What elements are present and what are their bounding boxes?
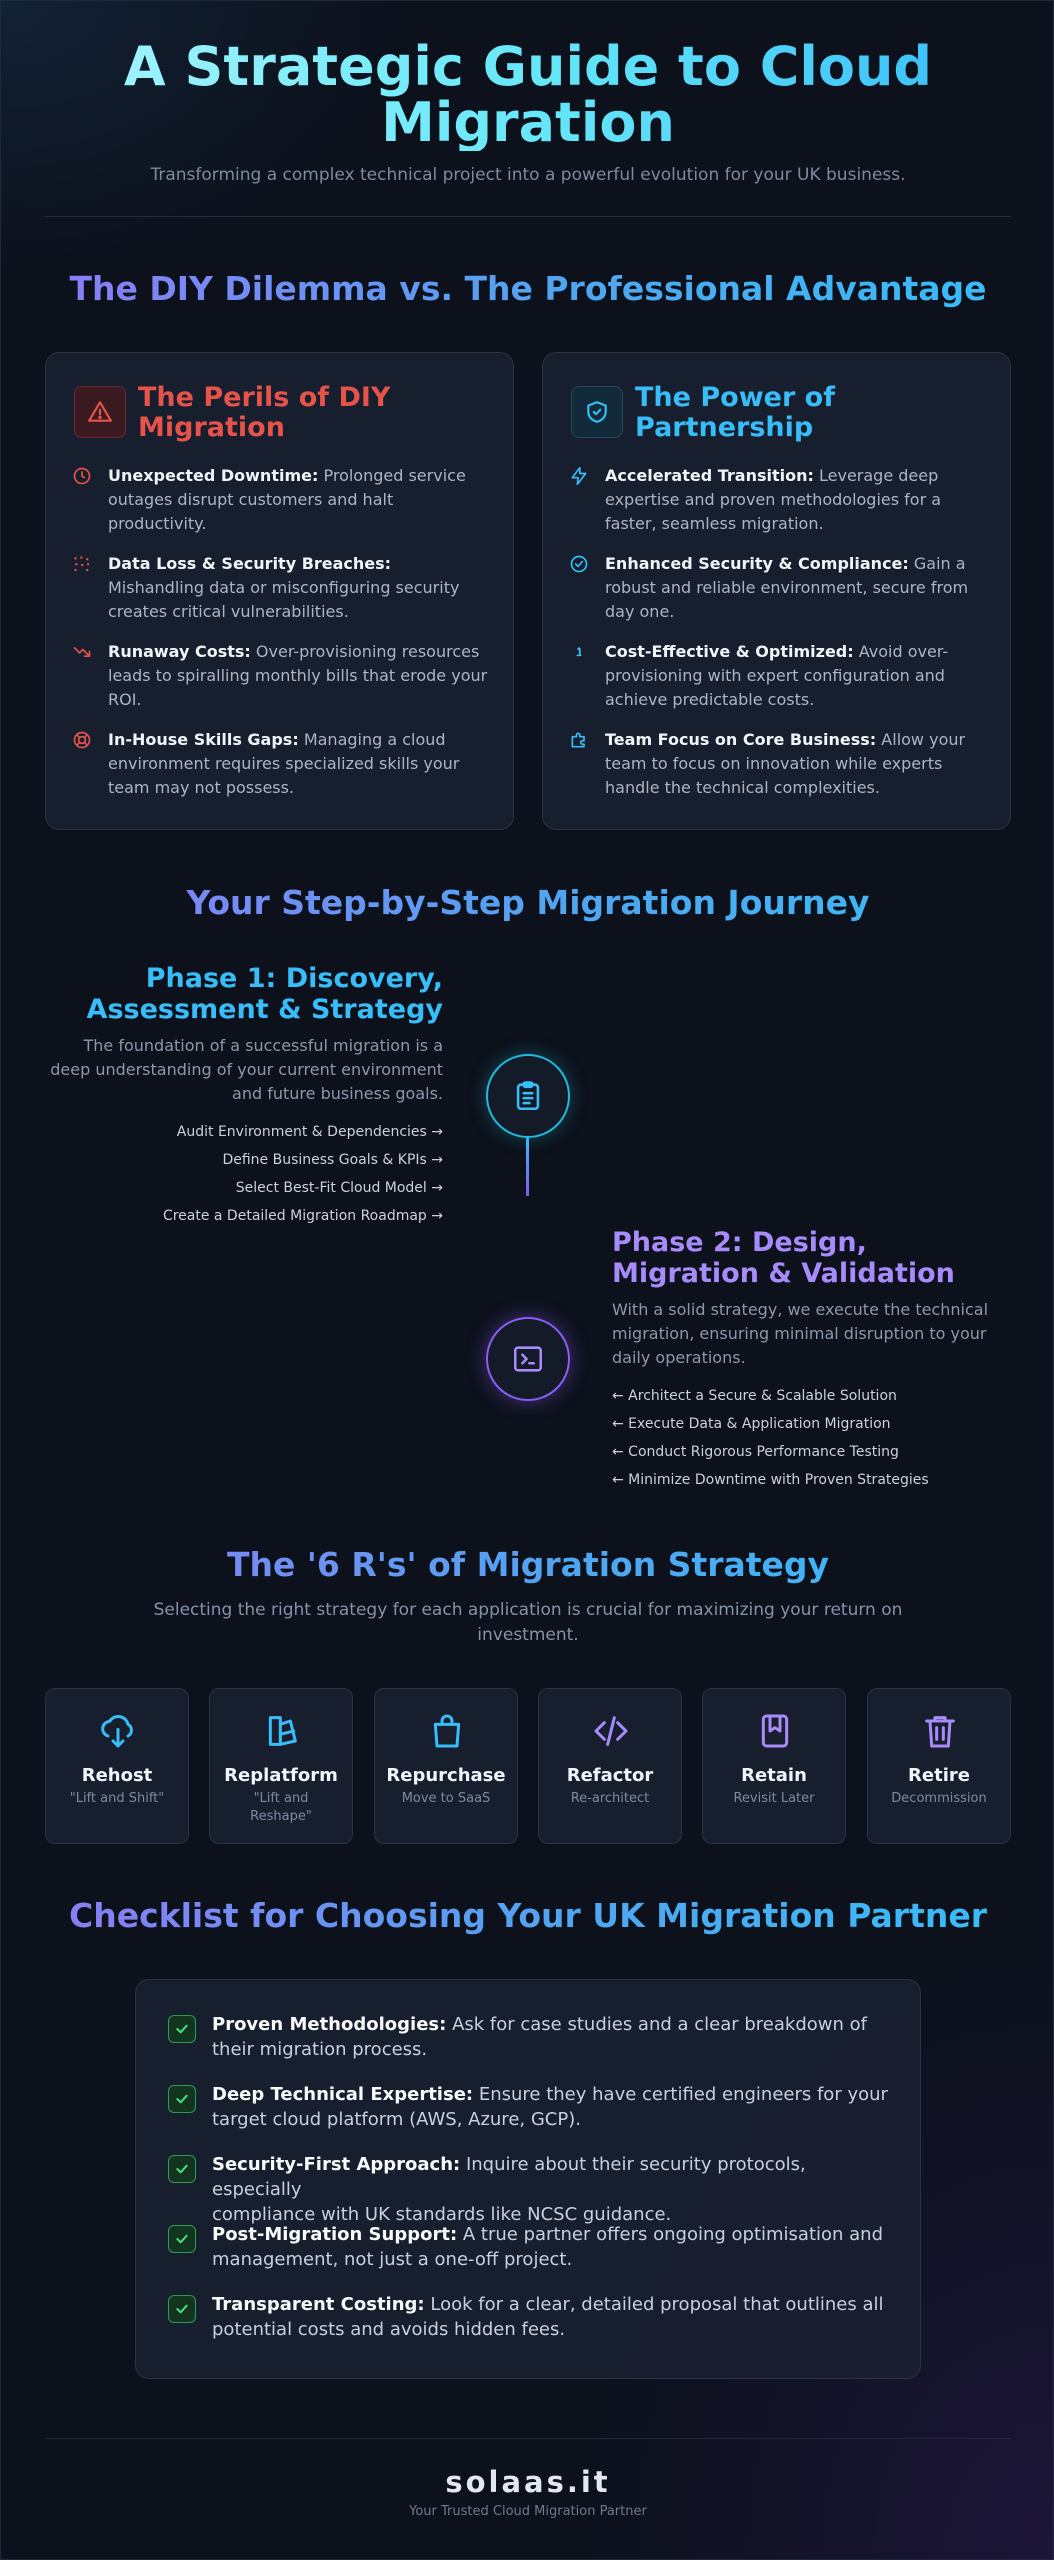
- power-item: Cost-Effective & Optimized: Avoid over- provisioning with expert configuration and achieve predictable costs.: [569, 640, 986, 712]
- phase1-list: [41, 1118, 443, 1230]
- footer-tagline: Your Trusted Cloud Migration Partner: [409, 2504, 647, 2519]
- clipboard-list-icon: [511, 1079, 545, 1113]
- dilemma-section-title: The DIY Dilemma vs. The Professional Advantage: [41, 269, 1015, 309]
- page-title: A Strategic Guide to Cloud Migration: [61, 39, 995, 151]
- phase2-description: With a solid strategy, we execute the technical migration, ensuring minimal disruption to your daily operations.: [612, 1300, 989, 1367]
- lightning-icon: [569, 466, 589, 486]
- checkmark-icon: [168, 2225, 196, 2253]
- r-card-repurchase: Repurchase Move to SaaS: [374, 1688, 518, 1844]
- phase1-description: The foundation of a successful migration is a deep understanding of your current environment and future business goals.: [50, 1036, 443, 1103]
- peril-item: Unexpected Downtime: Prolonged service outages disrupt customers and halt productivity.: [72, 464, 489, 536]
- r-card-refactor: Refactor Re-architect: [538, 1688, 682, 1844]
- power-item: Accelerated Transition: Leverage deep expertise and proven methodologies for a faster, seamless migration.: [569, 464, 986, 536]
- trend-down-icon: [72, 642, 92, 662]
- r-card-rehost: Rehost "Lift and Shift": [45, 1688, 189, 1844]
- power-item: Enhanced Security & Compliance: Gain a robust and reliable environment, secure from day one.: [569, 552, 986, 624]
- r-card-retire: Retire Decommission: [867, 1688, 1011, 1844]
- phase2-list-item: ← Architect a Secure & Scalable Solution: [612, 1388, 897, 1404]
- phase1-list-item: Audit Environment & Dependencies →: [176, 1124, 443, 1140]
- page-subtitle: Transforming a complex technical project into a powerful evolution for your UK business.: [150, 165, 906, 185]
- phase1-title: Phase 1: Discovery, Assessment & Strategy: [86, 963, 443, 1025]
- phase2-node: [486, 1317, 570, 1401]
- checkmark-icon: [168, 2155, 196, 2183]
- power-item: Team Focus on Core Business: Allow your team to focus on innovation while experts handle the technical complexities.: [569, 728, 986, 800]
- peril-item: Data Loss & Security Breaches: Mishandling data or misconfiguring security creates critical vulnerabilities.: [72, 552, 489, 624]
- peril-item: In-House Skills Gaps: Managing a cloud environment requires specialized skills your team may not possess.: [72, 728, 489, 800]
- terminal-icon: [511, 1342, 545, 1376]
- code-icon: [591, 1711, 631, 1751]
- phase1-list-item: Select Best-Fit Cloud Model →: [235, 1180, 443, 1196]
- footer-divider: [45, 2438, 1011, 2439]
- footer-brand: solaas.it: [445, 2465, 611, 2499]
- trash-icon: [920, 1711, 960, 1751]
- peril-item: Runaway Costs: Over-provisioning resources leads to spiralling monthly bills that erode your ROI.: [72, 640, 489, 712]
- phase2-list-item: ← Conduct Rigorous Performance Testing: [612, 1444, 899, 1460]
- clock-icon: [72, 466, 92, 486]
- phase1-list-item: Create a Detailed Migration Roadmap →: [162, 1208, 443, 1224]
- checklist-item: Security-First Approach: Inquire about their security protocols, especially compliance with UK standards like NCSC guidance.: [168, 2152, 890, 2227]
- puzzle-icon: [569, 730, 589, 750]
- lifebuoy-icon: [72, 730, 92, 750]
- six-rs-subtitle: Selecting the right strategy for each application is crucial for maximizing your return on investment.: [153, 1600, 903, 1645]
- checkmark-icon: [168, 2085, 196, 2113]
- warning-icon: [74, 386, 126, 438]
- phase2-list: [612, 1382, 1012, 1494]
- phase1-node: [486, 1054, 570, 1138]
- checklist-item: Proven Methodologies: Ask for case studies and a clear breakdown of their migration process.: [168, 2012, 890, 2062]
- shopping-bag-icon: [427, 1711, 467, 1751]
- checkmark-icon: [168, 2015, 196, 2043]
- data-scatter-icon: [72, 554, 92, 574]
- shield-icon: [571, 386, 623, 438]
- checklist-item: Post-Migration Support: A true partner offers ongoing optimisation and management, not just a one-off project.: [168, 2222, 890, 2272]
- power-title: The Power of Partnership: [635, 382, 835, 443]
- six-rs-section-title: The '6 R's' of Migration Strategy: [41, 1545, 1015, 1585]
- checklist-item: Deep Technical Expertise: Ensure they have certified engineers for your target cloud platform (AWS, Azure, GCP).: [168, 2082, 890, 2132]
- power-card: [542, 352, 1011, 830]
- r-card-retain: Retain Revisit Later: [702, 1688, 846, 1844]
- phase2-list-item: ← Execute Data & Application Migration: [612, 1416, 891, 1432]
- checklist-item: Transparent Costing: Look for a clear, detailed proposal that outlines all potential costs and avoids hidden fees.: [168, 2292, 890, 2342]
- checkmark-icon: [168, 2295, 196, 2323]
- divider: [45, 216, 1011, 217]
- phase2-list-item: ← Minimize Downtime with Proven Strategies: [612, 1472, 929, 1488]
- r-card-replatform: Replatform "Lift and Reshape": [209, 1688, 353, 1844]
- perils-title: The Perils of DIY Migration: [138, 382, 391, 443]
- check-circle-icon: [569, 554, 589, 574]
- cloud-download-icon: [98, 1711, 138, 1751]
- perils-card: [45, 352, 514, 830]
- journey-section-title: Your Step-by-Step Migration Journey: [41, 883, 1015, 923]
- layers-icon: [262, 1711, 302, 1751]
- pound-icon: [569, 642, 589, 662]
- timeline-line: [526, 1136, 529, 1196]
- checklist-section-title: Checklist for Choosing Your UK Migration Partner: [41, 1896, 1015, 1936]
- bookmark-icon: [755, 1711, 795, 1751]
- phase1-list-item: Define Business Goals & KPIs →: [222, 1152, 443, 1168]
- checklist-card: [135, 1979, 921, 2379]
- phase2-title: Phase 2: Design, Migration & Validation: [612, 1227, 955, 1289]
